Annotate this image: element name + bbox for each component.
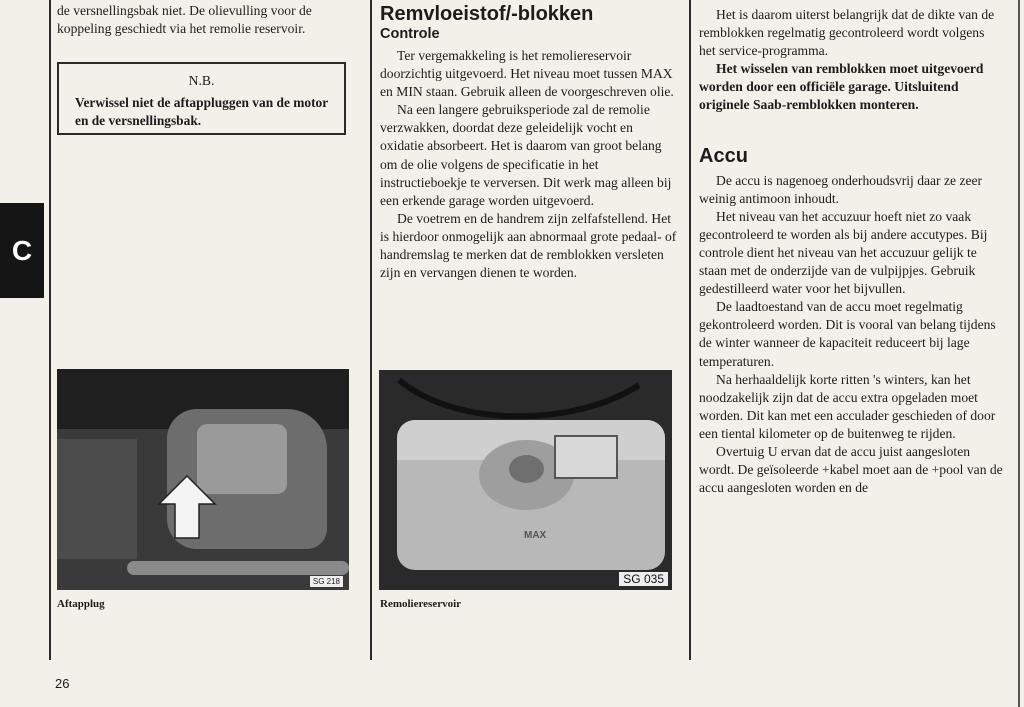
accu-paragraph-2: Het niveau van het accuzuur hoeft niet zo vaak gecontroleerd te worden als bij andere accutypes. Bij controle dient het niveau van het accuzuur gelijk te staan met de onderzijde van de vulpijpjes. Gebruik gedestilleerd water voor het bijvullen. (699, 208, 988, 297)
page-number: 26 (55, 676, 70, 691)
caption-aftapplug: Aftapplug (57, 598, 105, 610)
photo-code: SG 035 (619, 572, 668, 586)
accu-paragraph-5: Overtuig U ervan dat de accu juist aangesloten wordt. De geïsoleerde +kabel moet aan de +pool van de accu aangesloten worden en de (699, 443, 1003, 496)
column-1 (57, 2, 347, 38)
page-edge-rule (1018, 0, 1020, 707)
photo-code: SG 218 (310, 576, 343, 587)
accu-paragraph-3: De laadtoestand van de accu moet regelmatig gekontroleerd worden. Dit is vooral van belang tijdens de winter wanneer de kapaciteit reduceert bij lage temperaturen. (699, 299, 996, 369)
caption-remoliereservoir: Remoliereservoir (380, 598, 462, 610)
photo-max-label: MAX (524, 530, 547, 541)
column-rule-mid-left (370, 0, 372, 660)
section-tab: C (0, 203, 44, 298)
arrow-pointer-icon (157, 474, 217, 540)
heading-remvloeistof: Remvloeistof/-blokken (380, 3, 594, 25)
accu-paragraph-1: De accu is nagenoeg onderhoudsvrij daar ze zeer weinig antimoon inhoudt. (699, 172, 983, 206)
col3-paragraph-1: Het is daarom uiterst belangrijk dat de dikte van de remblokken regelmatig gecontroleerd wordt volgens het service-programma. (699, 7, 995, 59)
photo-remoliereservoir (379, 370, 672, 590)
column-rule-left (49, 0, 51, 660)
subheading-controle: Controle (380, 26, 440, 42)
col2-paragraph-2: Na een langere gebruiksperiode zal de remolie verzwakken, doordat deze geleidelijk vocht en oxidatie absorbeert. Het is daarom van groot belang om de olie volgens de specificatie in het instructieboekje te verversen. Dit werk mag alleen bij een erkende garage worden uitgevoerd. (380, 102, 672, 208)
photo-crossmember (57, 439, 137, 559)
column-rule-mid-right (689, 0, 691, 660)
column-2 (380, 3, 680, 282)
col2-paragraph-1: Ter vergemakkeling is het remoliereservoir doorzichtig uitgevoerd. Het niveau moet tussen MAX en MIN staan. Gebruik alleen de voorgeschreven olie. (380, 48, 674, 100)
accu-paragraph-4: Na herhaaldelijk korte ritten 's winters, kan het noodzakelijk zijn dat de accu extra opgeladen moet worden. Dit kan met een acculader geschieden of door een tiental kilometer op de buitenweg te rijden. (699, 371, 996, 441)
column-3 (699, 6, 1003, 497)
col1-top-text: de versnellingsbak niet. De olievulling voor de koppeling geschiedt via het remolie reservoir. (57, 3, 312, 37)
col3-paragraph-2: Het wisselen van remblokken moet uitgevoerd worden door een officiële garage. Uitsluitend originele Saab-remblokken monteren. (699, 61, 984, 113)
heading-accu: Accu (699, 144, 748, 167)
note-text: Verwissel niet de aftappluggen van de motor en de versnellingsbak. (75, 95, 328, 128)
note-title: N.B. (188, 73, 215, 88)
note-box (57, 62, 346, 135)
photo-aftapplug (57, 369, 349, 590)
col2-paragraph-3: De voetrem en de handrem zijn zelfafstellend. Het is hierdoor onmogelijk aan abnormaal grote pedaal- of handremslag te merken dat de remblokken versleten zijn en vervangen dienen te worden. (380, 210, 677, 281)
photo-brake-line (379, 370, 672, 460)
photo-exhaust-pipe (127, 561, 349, 575)
